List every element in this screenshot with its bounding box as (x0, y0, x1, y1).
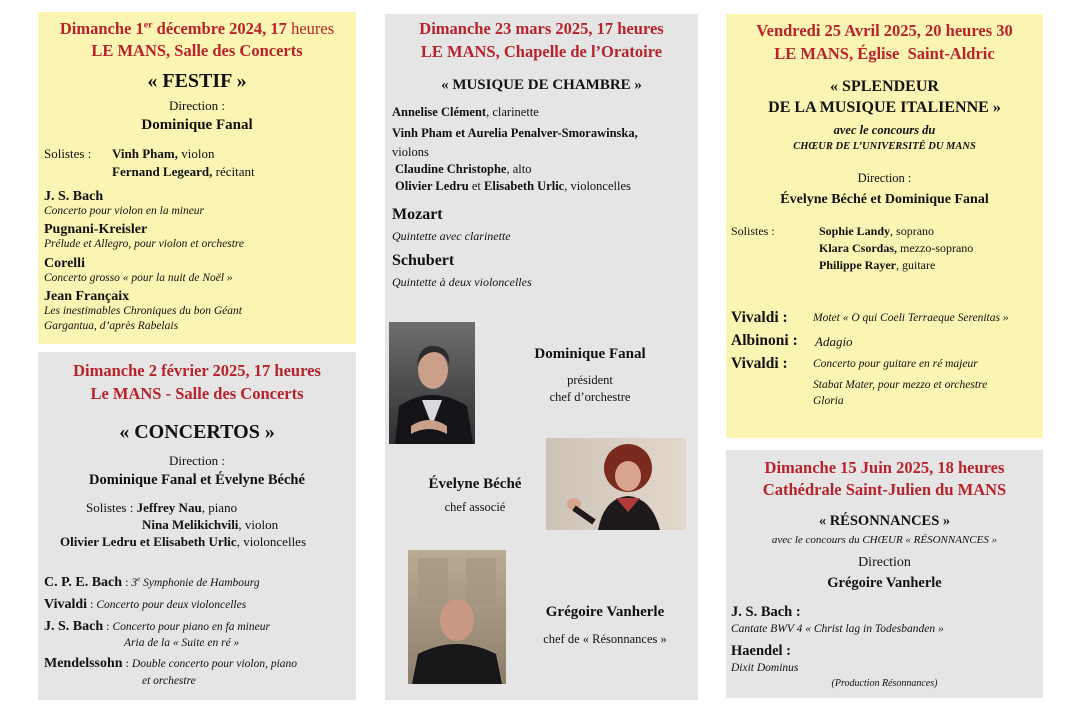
resonnances-venue: Cathédrale Saint-Julien du MANS (762, 480, 1007, 499)
portrait-man-suit-icon (389, 322, 475, 444)
evelyne-beche-role: chef associé (444, 500, 506, 514)
splendeur-soloist-3: Philippe Rayer, guitare (819, 258, 936, 272)
festif-work-4-piece: Les inestimables Chroniques du bon Géant (44, 305, 242, 317)
resonnances-with: avec le concours du CHŒUR « RÉSONNANCES » (771, 534, 998, 546)
concertos-work-2: Vivaldi : Concerto pour deux violoncelles (44, 597, 247, 612)
concertos-work-3: J. S. Bach : Concerto pour piano en fa mineur (44, 619, 270, 634)
resonnances-director: Grégoire Vanherle (827, 575, 942, 591)
chambre-work-1-composer: Mozart (392, 206, 443, 223)
festif-title: « FESTIF » (147, 70, 247, 92)
festif-date: Dimanche 1er décembre 2024, 17 heures (59, 19, 335, 38)
chambre-work-2-piece: Quintette à deux violoncelles (392, 275, 532, 289)
concertos-work-3-cont: Aria de la « Suite en ré » (124, 637, 240, 649)
evelyne-beche-photo (546, 438, 686, 530)
splendeur-direction-label: Direction : (857, 171, 912, 185)
splendeur-work-3-piece: Concerto pour guitare en ré majeur (813, 358, 978, 370)
resonnances-title: « RÉSONNANCES » (818, 513, 951, 529)
festif-soloist-2: Fernand Legeard, récitant (112, 164, 255, 179)
festif-soloists-label: Solistes : (44, 146, 92, 161)
concertos-venue: Le MANS - Salle des Concerts (90, 384, 304, 403)
chambre-performer-4: Olivier Ledru et Elisabeth Urlic, violoncelles (395, 179, 631, 193)
splendeur-date: Vendredi 25 Avril 2025, 20 heures 30 (756, 21, 1013, 40)
chambre-performer-2-role: violons (392, 145, 429, 159)
concertos-work-4-cont: et orchestre (142, 675, 196, 687)
gregoire-vanherle-photo (408, 550, 506, 684)
resonnances-production: (Production Résonnances) (831, 678, 938, 689)
festif-work-4-composer: Jean Françaix (44, 289, 130, 304)
splendeur-work-3-composer: Vivaldi : (731, 355, 788, 372)
splendeur-venue: LE MANS, Église Saint-Aldric (774, 44, 995, 63)
dominique-fanal-name: Dominique Fanal (534, 346, 646, 362)
splendeur-soloists-label: Solistes : (731, 224, 775, 238)
splendeur-work-1-piece: Motet « O qui Coeli Terraeque Serenitas » (813, 312, 1009, 324)
festif-direction-label: Direction : (169, 98, 225, 113)
resonnances-work-1-piece: Cantate BWV 4 « Christ lag in Todesbanden » (731, 623, 944, 635)
splendeur-work-3-piece-2: Stabat Mater, pour mezzo et orchestre (813, 379, 988, 391)
chambre-performer-2: Vinh Pham et Aurelia Penalver-Smorawinska, (392, 126, 638, 140)
splendeur-with: avec le concours du (833, 123, 936, 137)
dominique-fanal-role-1: président (567, 373, 613, 387)
resonnances-work-1-composer: J. S. Bach : (731, 604, 801, 620)
concertos-title: « CONCERTOS » (119, 421, 275, 443)
festif-work-4-piece-cont: Gargantua, d’après Rabelais (44, 320, 179, 332)
festif-director: Dominique Fanal (141, 117, 253, 133)
concertos-directors: Dominique Fanal et Évelyne Béché (89, 472, 305, 488)
festif-work-1-piece: Concerto pour violon en la mineur (44, 205, 205, 217)
concertos-soloist-2: Nina Melikichvili, violon (142, 517, 279, 532)
portrait-man-dark-icon (408, 550, 506, 684)
splendeur-soloist-2: Klara Csordas, mezzo-soprano (819, 241, 974, 255)
splendeur-work-1-composer: Vivaldi : (731, 309, 788, 326)
chambre-work-2-composer: Schubert (392, 252, 455, 269)
chambre-work-1-piece: Quintette avec clarinette (392, 229, 511, 243)
resonnances-work-2-composer: Haendel : (731, 643, 792, 659)
chambre-date: Dimanche 23 mars 2025, 17 heures (419, 19, 664, 38)
resonnances-work-2-piece: Dixit Dominus (731, 662, 799, 674)
chambre-performer-1: Annelise Clément, clarinette (392, 105, 539, 119)
festif-work-2-piece: Prélude et Allegro, pour violon et orchestre (44, 238, 245, 250)
resonnances-date: Dimanche 15 Juin 2025, 18 heures (764, 458, 1005, 477)
gregoire-vanherle-role: chef de « Résonnances » (543, 632, 667, 646)
gregoire-vanherle-name: Grégoire Vanherle (545, 604, 665, 620)
concertos-work-4: Mendelssohn : Double concerto pour violon, piano (44, 656, 298, 671)
splendeur-work-2-composer: Albinoni : (731, 332, 798, 349)
concertos-work-1: C. P. E. Bach : 3e Symphonie de Hambourg (44, 575, 260, 590)
chambre-title: « MUSIQUE DE CHAMBRE » (441, 77, 642, 93)
splendeur-work-3-piece-3: Gloria (813, 395, 844, 407)
dominique-fanal-role-2: chef d’orchestre (549, 390, 631, 404)
splendeur-directors: Évelyne Béché et Dominique Fanal (780, 192, 989, 207)
chambre-venue: LE MANS, Chapelle de l’Oratoire (420, 42, 663, 61)
festif-work-3-composer: Corelli (44, 256, 85, 271)
festif-work-1-composer: J. S. Bach (44, 189, 104, 204)
concertos-soloist-1: Solistes : Jeffrey Nau, piano (86, 500, 238, 515)
splendeur-title-1: « SPLENDEUR (830, 78, 939, 95)
resonnances-direction-label: Direction (858, 555, 911, 570)
splendeur-work-2-piece: Adagio (815, 334, 853, 349)
evelyne-beche-name: Évelyne Béché (428, 476, 522, 492)
chambre-performer-3: Claudine Christophe, alto (395, 162, 532, 176)
concertos-direction-label: Direction : (169, 453, 225, 468)
splendeur-title-2: DE LA MUSIQUE ITALIENNE » (768, 99, 1001, 116)
splendeur-choir: CHŒUR DE L’UNIVERSITÉ DU MANS (793, 141, 976, 152)
splendeur-soloist-1: Sophie Landy, soprano (819, 224, 935, 238)
concertos-soloist-3: Olivier Ledru et Elisabeth Urlic, violoncelles (60, 534, 307, 549)
dominique-fanal-photo (389, 322, 475, 444)
concertos-date: Dimanche 2 février 2025, 17 heures (73, 361, 321, 380)
festif-soloist-1: Vinh Pham, violon (112, 146, 215, 161)
festif-work-2-composer: Pugnani-Kreisler (44, 222, 148, 237)
portrait-woman-singing-icon (546, 438, 686, 530)
festif-work-3-piece: Concerto grosso « pour la nuit de Noël » (44, 272, 233, 284)
festif-venue: LE MANS, Salle des Concerts (91, 41, 303, 60)
